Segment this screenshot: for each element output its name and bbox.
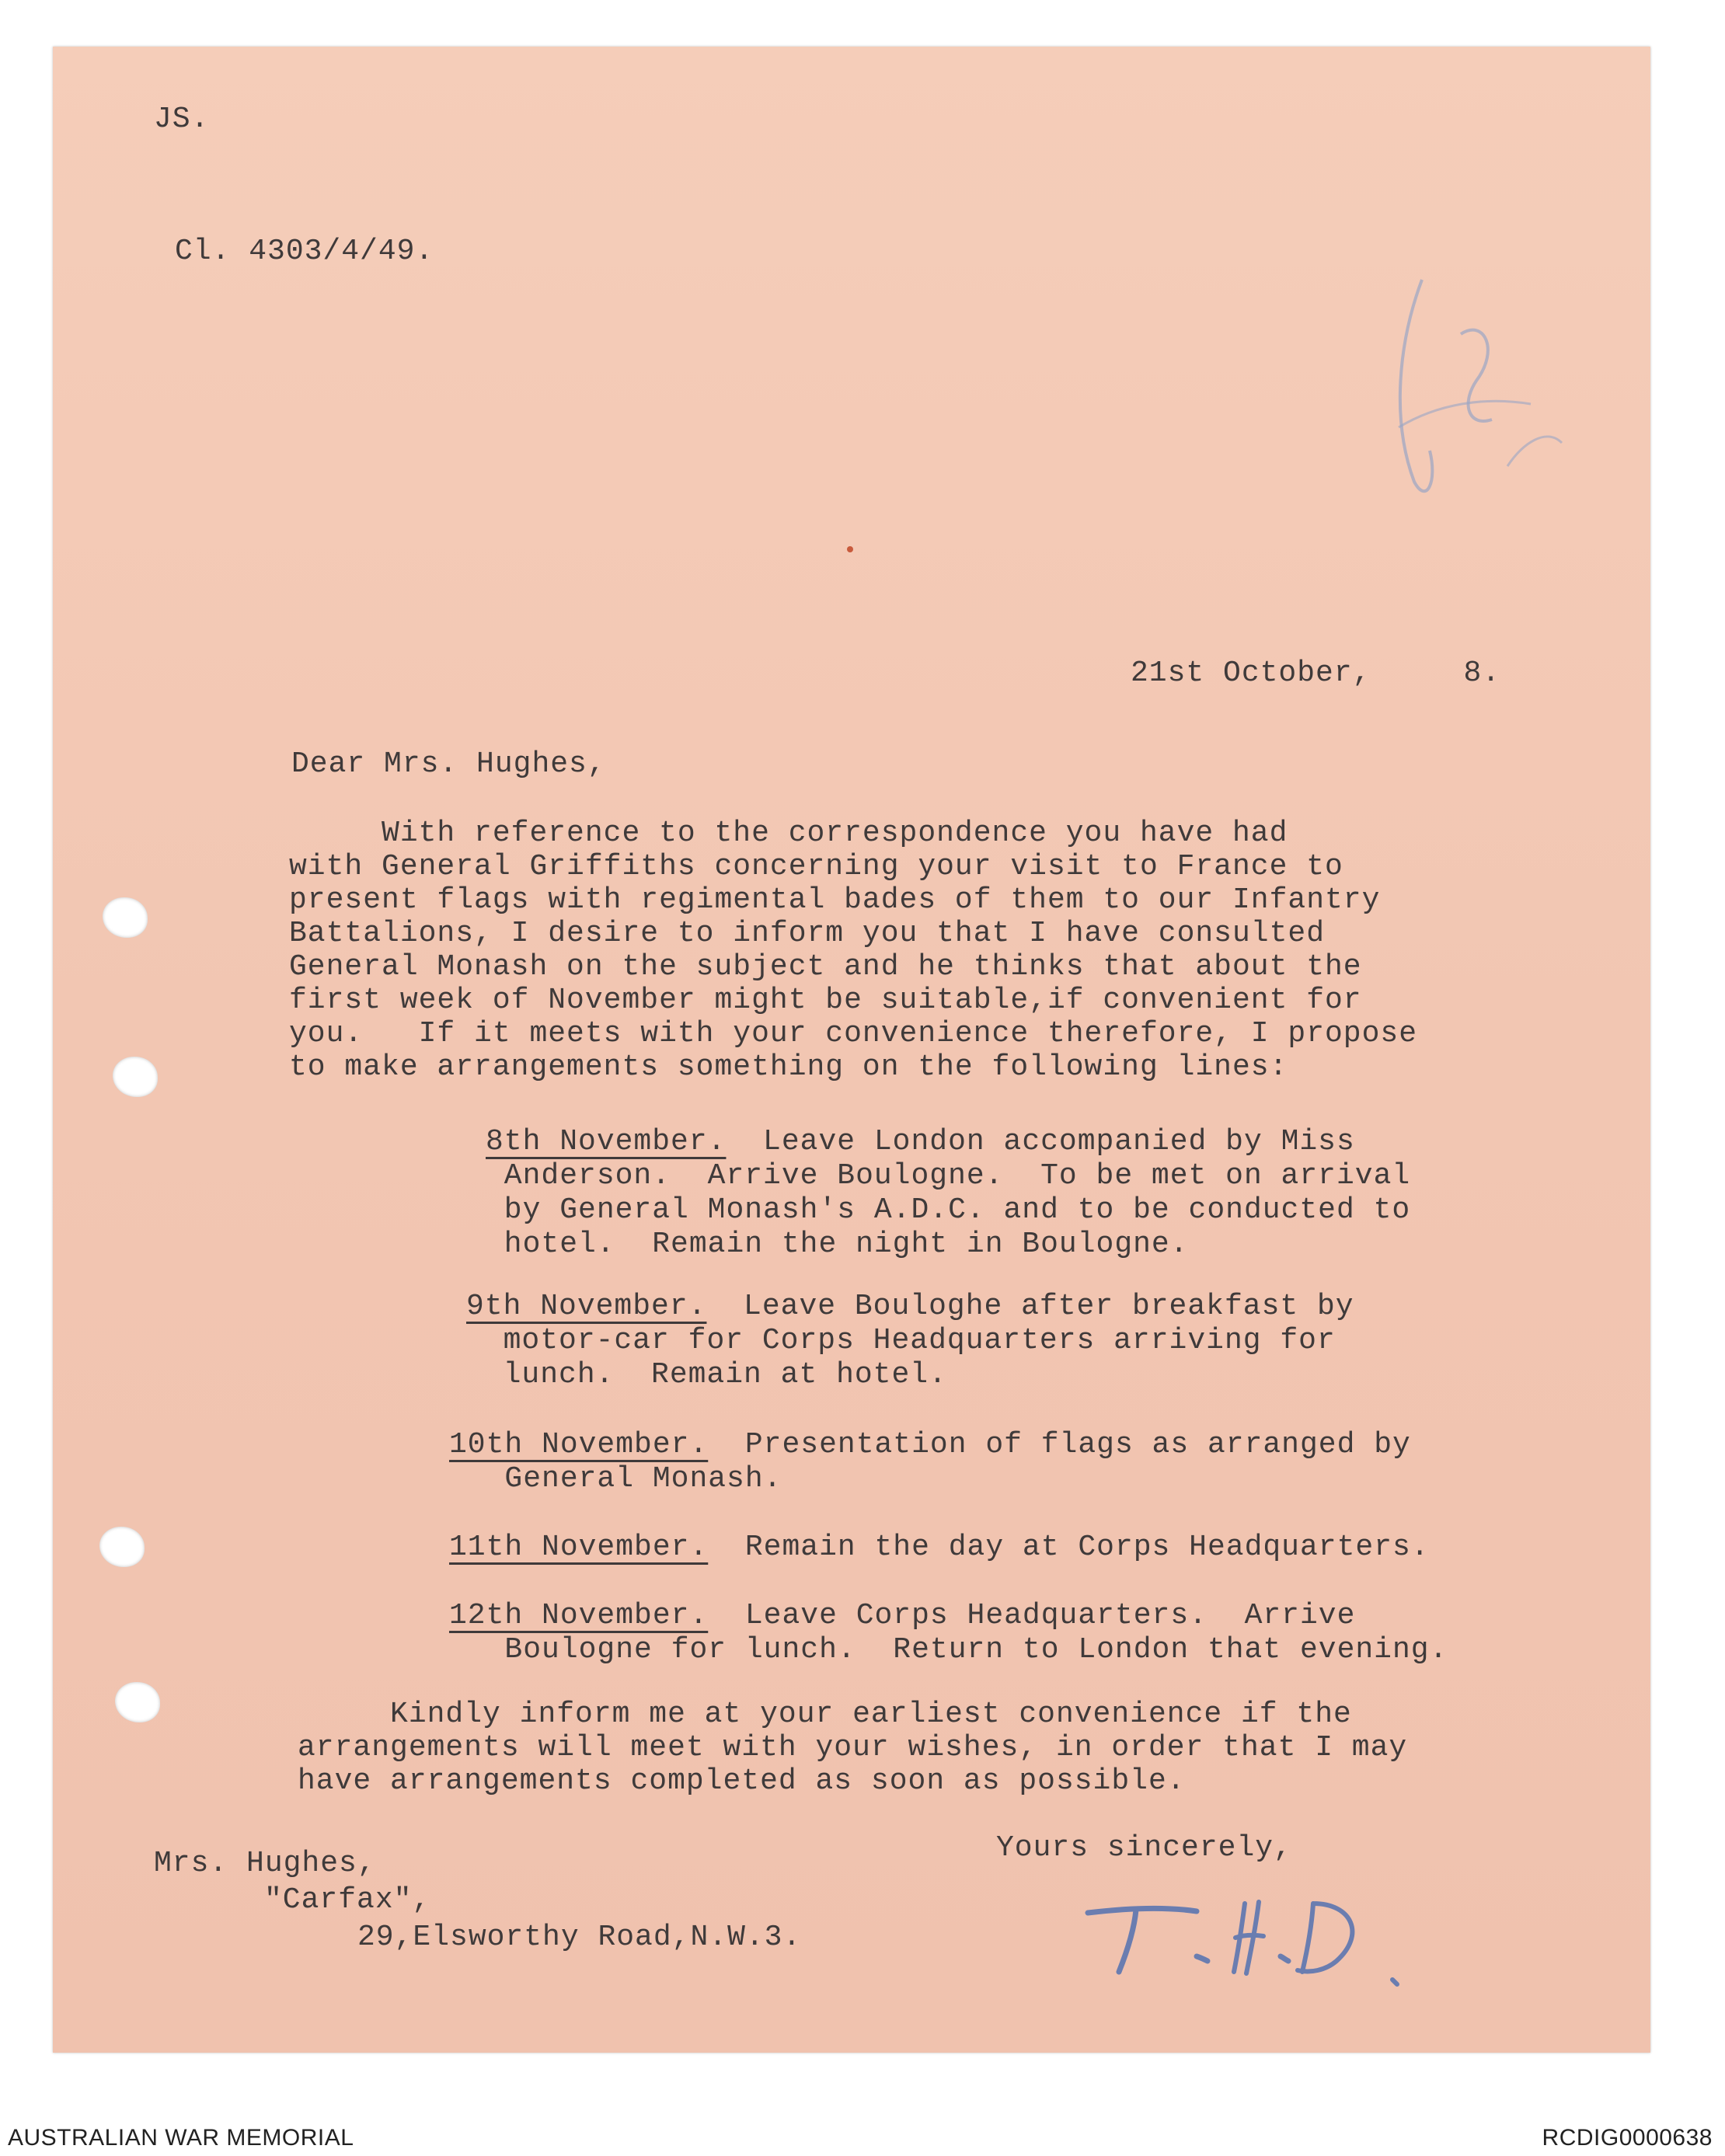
body-line: Battalions, I desire to inform you that I have consulted [289,917,1326,950]
closing-paragraph [298,1698,1407,1798]
itinerary-date: 10th November. [449,1428,709,1461]
recipient-name: Mrs. Hughes, [154,1847,376,1880]
itinerary-continuation: hotel. Remain the night in Boulogne. [486,1228,1189,1261]
body-line: With reference to the correspondence you have had [289,817,1288,850]
salutation: Dear Mrs. Hughes, [291,747,606,781]
body-line: to make arrangements something on the following lines: [289,1050,1288,1084]
body-line: first week of November might be suitable,if convenient for [289,984,1362,1017]
body-line: you. If it meets with your convenience therefore, I propose [289,1017,1418,1050]
punch-hole [113,1057,158,1097]
punch-hole [99,1527,145,1567]
footer-identifier: RCDIG0000638 [1542,2125,1713,2151]
body-line: present flags with regimental bades of them to our Infantry [289,883,1381,917]
itinerary-text: Leave London accompanied by Miss [726,1125,1355,1158]
closing-line: arrangements will meet with your wishes, in order that I may [298,1731,1408,1764]
itinerary-continuation: by General Monash's A.D.C. and to be conducted to [486,1193,1411,1227]
ink-dot [847,546,853,552]
reference-number: Cl. 4303/4/49. [175,235,434,268]
body-paragraph [289,817,1417,1084]
itinerary-text: Leave Bouloghe after breakfast by [706,1290,1354,1323]
itinerary-continuation: General Monash. [449,1462,782,1496]
itinerary-text: Remain the day at Corps Headquarters. [708,1531,1430,1564]
itinerary-continuation: lunch. Remain at hotel. [466,1358,947,1391]
itinerary-text: Leave Corps Headquarters. Arrive [708,1599,1356,1632]
itinerary-text: Presentation of flags as arranged by [708,1428,1411,1461]
itinerary-item [449,1531,1430,1565]
closing-line: Kindly inform me at your earliest convenience if the [298,1698,1352,1731]
handwritten-signature [1080,1880,1406,1993]
itinerary-date: 11th November. [449,1531,709,1564]
itinerary-continuation: Anderson. Arrive Boulogne. To be met on arrival [486,1159,1411,1193]
sign-off: Yours sincerely, [996,1831,1292,1865]
itinerary-date: 8th November. [486,1125,727,1158]
itinerary-continuation: motor-car for Corps Headquarters arriving for [466,1324,1336,1357]
recipient-street: 29,Elsworthy Road,N.W.3. [357,1921,802,1954]
body-line: General Monash on the subject and he thinks that about the [289,950,1362,984]
itinerary-item [486,1125,1410,1262]
closing-line: have arrangements completed as soon as possible. [298,1764,1186,1798]
typist-initials: JS. [154,103,210,136]
recipient-house: "Carfax", [264,1883,431,1917]
itinerary-date: 9th November. [466,1290,707,1323]
body-line: with General Griffiths concerning your visit to France to [289,850,1343,883]
pencil-annotation [1352,249,1585,532]
itinerary-item [466,1290,1354,1392]
footer-institution: AUSTRALIAN WAR MEMORIAL [8,2125,354,2151]
itinerary-item [449,1599,1448,1667]
punch-hole [115,1682,160,1722]
itinerary-date: 12th November. [449,1599,709,1632]
itinerary-item [449,1428,1411,1496]
letter-date: 21st October, 8. [1131,657,1501,690]
punch-hole [103,897,148,938]
itinerary-continuation: Boulogne for lunch. Return to London that evening. [449,1633,1448,1667]
